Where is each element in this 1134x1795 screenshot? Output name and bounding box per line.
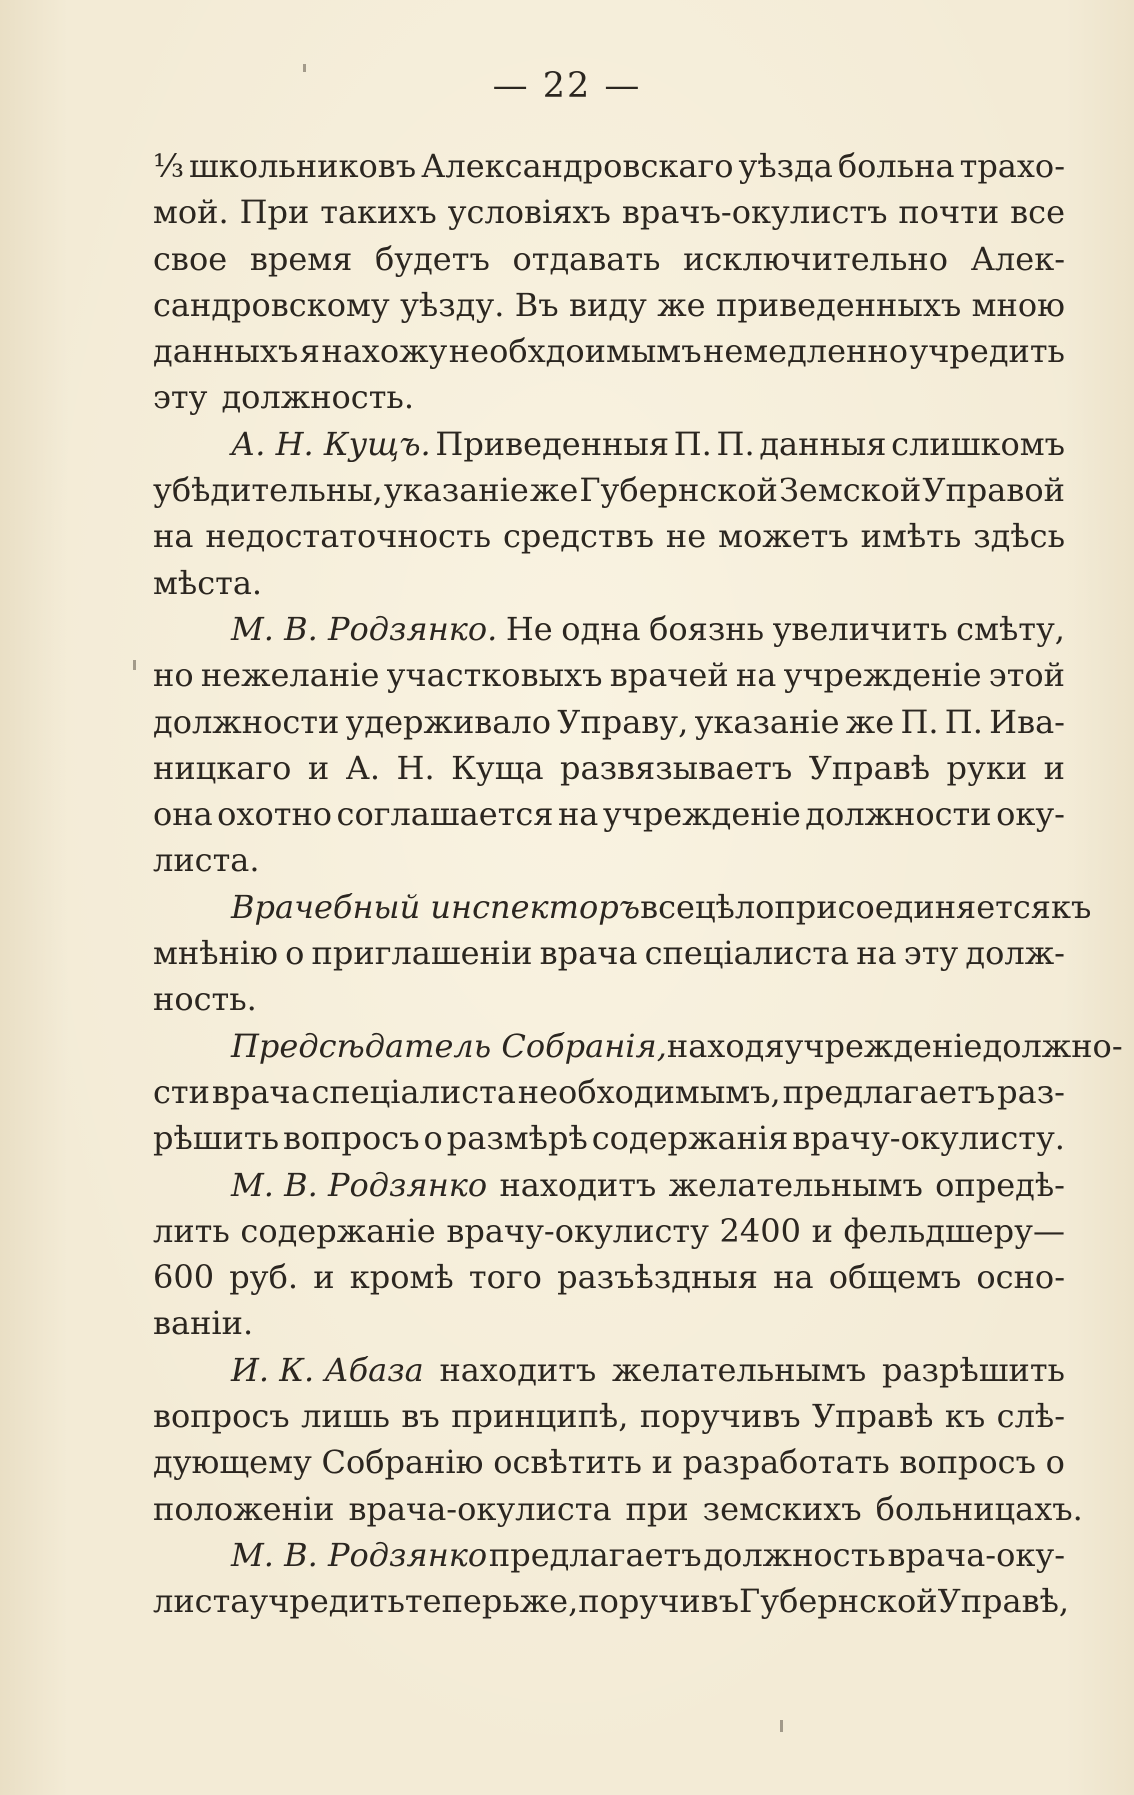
word: данныхъ — [153, 332, 299, 371]
word: одна — [561, 609, 641, 648]
word: же, — [519, 1582, 579, 1621]
word: же — [529, 471, 579, 510]
word: Приведенныя — [435, 424, 670, 463]
word: П. — [716, 424, 755, 463]
text-line — [153, 1486, 1083, 1532]
text-line — [153, 791, 1065, 837]
word: при — [625, 1489, 689, 1528]
word: оку- — [996, 795, 1065, 834]
text-line — [153, 1208, 1065, 1254]
text-line — [153, 606, 1065, 652]
text-line — [153, 1023, 1123, 1069]
word: недостаточность — [205, 517, 492, 556]
word: осно- — [976, 1258, 1065, 1297]
word: къ — [1050, 887, 1092, 926]
word: врача — [211, 1072, 310, 1111]
word: слишкомъ — [891, 424, 1065, 463]
text-line — [153, 560, 1065, 606]
word: слѣ- — [996, 1397, 1065, 1436]
word: врача-оку- — [887, 1535, 1065, 1574]
word: фельдшеру— — [843, 1211, 1065, 1250]
text-line — [153, 976, 1065, 1022]
word: учредить — [909, 332, 1065, 371]
word: лить — [153, 1211, 230, 1250]
word: и — [811, 1211, 833, 1250]
word: общемъ — [828, 1258, 962, 1297]
word: находя — [666, 1026, 785, 1065]
word: разработать — [682, 1443, 890, 1482]
speaker-name: М. В. Родзянко — [231, 1535, 488, 1574]
word: руки — [946, 748, 1028, 787]
word: сандровскому — [153, 285, 390, 324]
text-line — [153, 282, 1065, 328]
speaker-name: А. Н. Кущъ. — [231, 424, 431, 463]
word: мой. — [153, 193, 229, 232]
speaker-name: И. К. Абаза — [231, 1350, 424, 1389]
word: учрежденіе — [784, 1026, 983, 1065]
word: необхдоимымъ — [448, 332, 702, 371]
word: нахожу — [321, 332, 448, 371]
word: и — [307, 748, 330, 787]
word: листа — [153, 1582, 250, 1621]
speck — [133, 660, 136, 670]
text-line — [153, 1115, 1065, 1161]
word: въ — [401, 1397, 440, 1436]
word: трахо- — [959, 147, 1065, 185]
text-line — [153, 1439, 1065, 1485]
word: эту — [903, 934, 959, 973]
text-line — [153, 236, 1065, 282]
word: о — [1045, 1443, 1065, 1482]
word: теперь — [404, 1582, 520, 1621]
text-line — [153, 1393, 1065, 1439]
word: листа. — [153, 841, 260, 880]
word: почти — [898, 193, 1000, 232]
word: поручивъ — [639, 1397, 801, 1436]
word: предлагаетъ — [488, 1535, 702, 1574]
word: приглашеніи — [311, 934, 533, 973]
text-line — [153, 513, 1065, 559]
word: врача-окулиста — [348, 1489, 612, 1528]
word: данныя — [759, 424, 887, 463]
text-line — [153, 328, 1065, 374]
word: разъѣздныя — [557, 1258, 758, 1297]
word: опредѣ- — [935, 1165, 1065, 1204]
word: кромѣ — [349, 1258, 454, 1297]
word: должность — [703, 1535, 886, 1574]
word: должности — [153, 702, 340, 741]
word: Губернской — [739, 1582, 938, 1621]
word: мною — [971, 285, 1065, 324]
word: можетъ — [718, 517, 849, 556]
word: участковыхъ — [386, 656, 603, 695]
word: Управу, — [557, 702, 689, 741]
text-line — [153, 467, 1065, 513]
word: боязнь — [649, 609, 765, 648]
text-line — [153, 1347, 1065, 1393]
word: Губернской — [579, 471, 778, 510]
text-line — [153, 652, 1065, 698]
word: этой — [988, 656, 1065, 695]
word: руб. — [229, 1258, 299, 1297]
speaker-name: М. В. Родзянко — [231, 1165, 488, 1204]
word: находитъ — [439, 1350, 597, 1389]
word: Управѣ — [812, 1397, 934, 1436]
word: содержанія — [591, 1119, 789, 1158]
word: всецѣло — [640, 887, 775, 926]
body-text — [153, 143, 1123, 1625]
word: эту — [153, 378, 208, 417]
word: соглашается — [336, 795, 554, 834]
word: вопросъ — [899, 1443, 1036, 1482]
word: ницкаго — [153, 748, 292, 787]
text-line — [153, 1532, 1065, 1578]
word: удерживало — [345, 702, 551, 741]
word: размѣрѣ — [446, 1119, 588, 1158]
word: освѣтить — [493, 1443, 642, 1482]
text-line — [153, 1162, 1065, 1208]
word: развязываетъ — [560, 748, 793, 787]
word: указаніе — [383, 471, 529, 510]
word: находитъ — [499, 1165, 657, 1204]
word: же — [845, 702, 895, 741]
text-line — [153, 189, 1065, 235]
word: Н. — [396, 748, 435, 787]
word: 2400 — [719, 1211, 801, 1250]
word: учредить — [249, 1582, 405, 1621]
speaker-name: Предсѣдатель Собранія, — [231, 1026, 667, 1065]
word: нежеланіе — [200, 656, 380, 695]
word: желательнымъ — [612, 1350, 867, 1389]
word: П. — [673, 424, 712, 463]
word: 600 — [153, 1258, 215, 1297]
text-line — [153, 930, 1065, 976]
word: Земской — [778, 471, 922, 510]
speck — [303, 64, 306, 72]
word: больна — [837, 147, 955, 185]
word: уѣзду. — [400, 285, 505, 324]
word: убѣдительны, — [153, 471, 383, 510]
word: отдавать — [512, 239, 661, 278]
word: на — [557, 795, 599, 834]
word: долж- — [965, 934, 1065, 973]
word: необходимымъ, — [517, 1072, 781, 1111]
word: врачу-окулисту — [446, 1211, 709, 1250]
word: мѣста. — [153, 563, 263, 602]
word: Александровскаго — [421, 147, 734, 185]
word: и — [313, 1258, 335, 1297]
word: условіяхъ — [447, 193, 611, 232]
word: Собранію — [321, 1443, 484, 1482]
word: время — [249, 239, 353, 278]
speaker-name: Врачебный инспекторъ — [231, 887, 641, 926]
word: исключительно — [683, 239, 949, 278]
word: же — [657, 285, 706, 324]
text-line — [153, 1578, 1070, 1624]
word: Ива- — [989, 702, 1065, 741]
word: А. — [345, 748, 381, 787]
word: все — [1010, 193, 1065, 232]
word: уѣзда — [738, 147, 833, 185]
speck — [780, 1720, 783, 1732]
text-line — [153, 1069, 1065, 1115]
word: мнѣнію — [153, 934, 278, 973]
text-line — [153, 699, 1065, 745]
word: на — [735, 656, 777, 695]
word: больницахъ. — [875, 1489, 1083, 1528]
word: имѣть — [860, 517, 962, 556]
word: спеціалиста — [311, 1072, 516, 1111]
word: вопросъ — [282, 1119, 420, 1158]
word: должно- — [982, 1026, 1123, 1065]
word: на — [856, 934, 897, 973]
text-line — [153, 745, 1065, 791]
word: содержаніе — [240, 1211, 436, 1250]
text-line — [153, 1254, 1065, 1300]
word: ность. — [153, 980, 257, 1019]
word: на — [153, 517, 194, 556]
word: такихъ — [320, 193, 437, 232]
word: положеніи — [153, 1489, 335, 1528]
word: смѣту, — [956, 609, 1065, 648]
word: Въ — [514, 285, 559, 324]
text-line — [153, 884, 1092, 930]
word: учрежденіе — [602, 795, 801, 834]
word: Алек- — [970, 239, 1065, 278]
word: учрежденіе — [783, 656, 982, 695]
word: должность. — [221, 378, 414, 417]
word: о — [285, 934, 305, 973]
word: врача — [539, 934, 638, 973]
word: врачъ-окулистъ — [621, 193, 888, 232]
text-line — [153, 374, 1065, 420]
word: предлагаетъ — [782, 1072, 996, 1111]
word: не — [665, 517, 707, 556]
word: будетъ — [375, 239, 490, 278]
word: того — [468, 1258, 542, 1297]
word: лишь — [301, 1397, 390, 1436]
word: здѣсь — [973, 517, 1065, 556]
word: сти — [153, 1072, 210, 1111]
text-line — [153, 1300, 1065, 1346]
word: къ — [944, 1397, 986, 1436]
word: вопросъ — [153, 1397, 290, 1436]
word: раз- — [997, 1072, 1065, 1111]
word: она — [153, 795, 213, 834]
word: Куща — [451, 748, 544, 787]
word: но — [153, 656, 194, 695]
word: виду — [568, 285, 647, 324]
word: присоединяется — [774, 887, 1051, 926]
word: немедленно — [702, 332, 908, 371]
word: ваніи. — [153, 1304, 254, 1343]
word: Управѣ, — [937, 1582, 1070, 1621]
text-line — [153, 837, 1065, 883]
speaker-name: М. В. Родзянко. — [231, 609, 498, 648]
word: принципѣ, — [451, 1397, 629, 1436]
word: При — [239, 193, 310, 232]
word: П. — [900, 702, 939, 741]
word: должности — [805, 795, 992, 834]
word: врачей — [609, 656, 729, 695]
word: приведенныхъ — [715, 285, 962, 324]
text-line — [153, 421, 1065, 467]
word: дующему — [153, 1443, 312, 1482]
word: и — [651, 1443, 673, 1482]
word: разрѣшить — [881, 1350, 1065, 1389]
word: школьниковъ — [189, 147, 417, 185]
page-number: — 22 — — [492, 66, 642, 106]
word: свое — [153, 239, 228, 278]
word: я — [299, 332, 320, 371]
word: и — [1043, 748, 1065, 787]
word: увеличить — [772, 609, 948, 648]
text-line — [153, 143, 1065, 189]
word: ⅓ — [153, 147, 185, 185]
word: поручивъ — [578, 1582, 740, 1621]
word: рѣшить — [153, 1119, 279, 1158]
word: охотно — [217, 795, 333, 834]
word: Управой — [922, 471, 1065, 510]
word: указаніе — [694, 702, 840, 741]
word: Не — [505, 609, 553, 648]
word: желательнымъ — [668, 1165, 923, 1204]
word: земскихъ — [702, 1489, 862, 1528]
word: врачу-окулисту. — [792, 1119, 1065, 1158]
word: Управѣ — [808, 748, 931, 787]
word: спеціалиста — [644, 934, 850, 973]
word: о — [423, 1119, 443, 1158]
word: средствъ — [502, 517, 654, 556]
word: П. — [944, 702, 983, 741]
word: на — [773, 1258, 814, 1297]
